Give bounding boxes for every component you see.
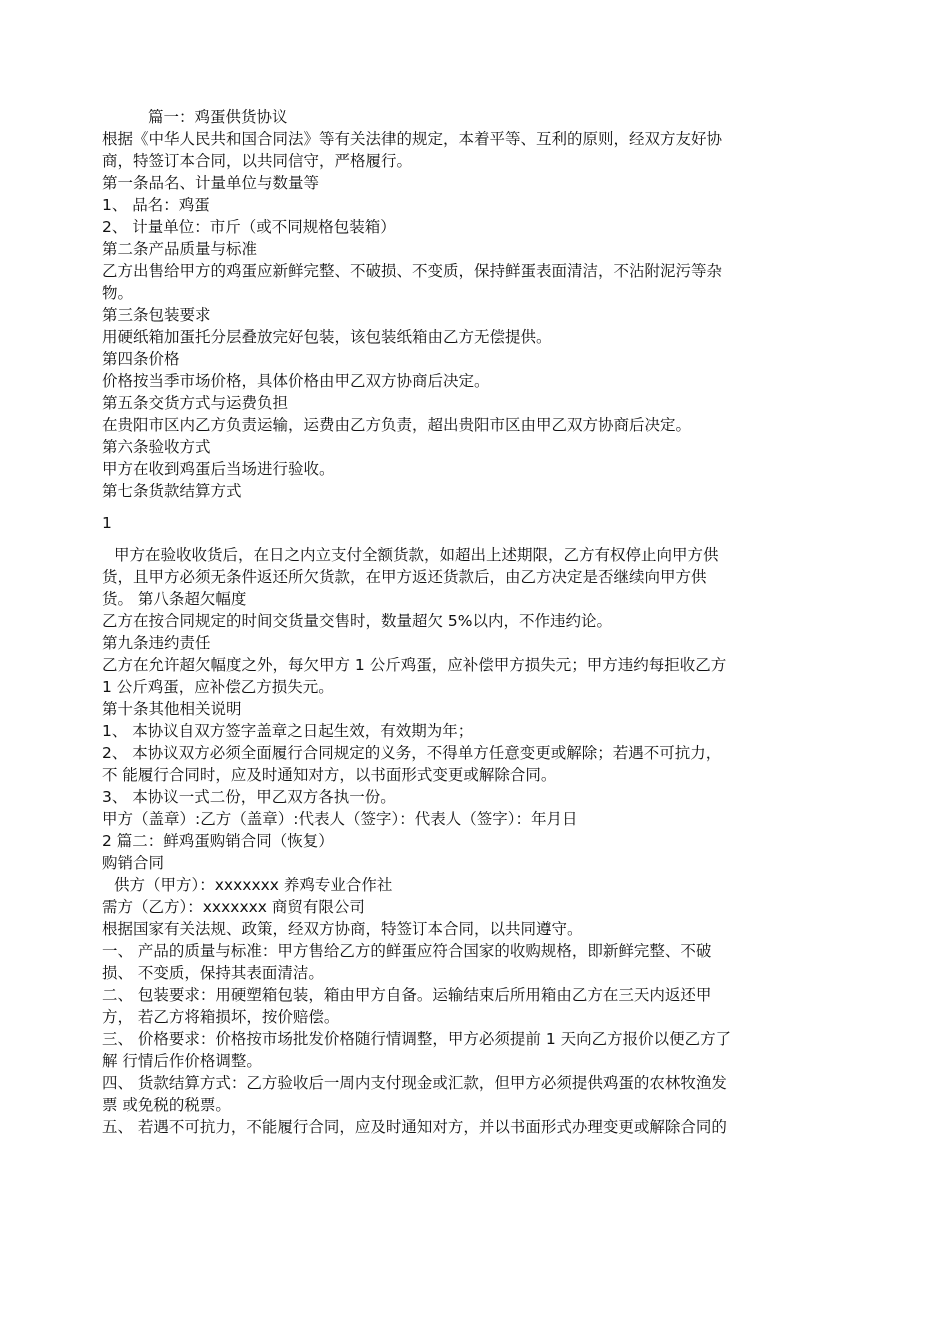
list-item: 票 或免税的税票。	[102, 1096, 231, 1114]
article-heading: 第五条交货方式与运费负担	[102, 394, 289, 412]
list-item: 1、 品名：鸡蛋	[102, 196, 210, 214]
list-item: 2、 本协议双方必须全面履行合同规定的义务，不得单方任意变更或解除；若遇不可抗力，	[102, 744, 722, 762]
list-item: 三、 价格要求：价格按市场批发价格随行情调整，甲方必须提前 1 天向乙方报价以便乙方了	[102, 1030, 732, 1048]
list-item: 3、 本协议一式二份，甲乙双方各执一份。	[102, 788, 396, 806]
paragraph-line: 货，且甲方必须无条件返还所欠货款，在甲方返还货款后，由乙方决定是否继续向甲方供	[102, 568, 707, 586]
spacer	[102, 502, 832, 512]
list-item: 1、 本协议自双方签字盖章之日起生效，有效期为年；	[102, 722, 474, 740]
list-item: 二、 包装要求：用硬塑箱包装，箱由甲方自备。运输结束后所用箱由乙方在三天内返还甲	[102, 986, 712, 1004]
paragraph-line: 根据国家有关法规、政策，经双方协商，特签订本合同，以共同遵守。	[102, 920, 583, 938]
paragraph-line: 甲方在收到鸡蛋后当场进行验收。	[102, 460, 335, 478]
paragraph-line: 价格按当季市场价格，具体价格由甲乙双方协商后决定。	[102, 372, 490, 390]
paragraph-line: 货。 第八条超欠幅度	[102, 590, 247, 608]
section-title-1: 篇一：鸡蛋供货协议	[148, 108, 288, 126]
list-item: 损、 不变质，保持其表面清洁。	[102, 964, 324, 982]
article-heading: 第三条包装要求	[102, 306, 211, 324]
document-page	[102, 106, 832, 1138]
page-number: 1	[102, 514, 112, 532]
paragraph-line: 乙方在按合同规定的时间交货量交售时，数量超欠 5%以内，不作违约论。	[102, 612, 613, 630]
list-item: 一、 产品的质量与标准：甲方售给乙方的鲜蛋应符合国家的收购规格，即新鲜完整、不破	[102, 942, 712, 960]
article-heading: 第十条其他相关说明	[102, 700, 242, 718]
paragraph-line: 在贵阳市区内乙方负责运输，运费由乙方负责，超出贵阳市区由甲乙双方协商后决定。	[102, 416, 692, 434]
article-heading: 第四条价格	[102, 350, 180, 368]
spacer	[102, 534, 832, 544]
paragraph-line: 乙方在允许超欠幅度之外，每欠甲方 1 公斤鸡蛋，应补偿甲方损失元；甲方违约每拒收乙方	[102, 656, 727, 674]
article-heading: 第九条违约责任	[102, 634, 211, 652]
article-heading: 第六条验收方式	[102, 438, 211, 456]
list-item: 2、 计量单位：市斤（或不同规格包装箱）	[102, 218, 396, 236]
article-heading: 第七条货款结算方式	[102, 482, 242, 500]
paragraph-line: 根据《中华人民共和国合同法》等有关法律的规定，本着平等、互利的原则，经双方友好协	[102, 130, 723, 148]
list-item: 方， 若乙方将箱损坏，按价赔偿。	[102, 1008, 340, 1026]
paragraph-line: 乙方出售给甲方的鸡蛋应新鲜完整、不破损、不变质，保持鲜蛋表面清洁，不沾附泥污等杂	[102, 262, 723, 280]
list-item: 解 行情后作价格调整。	[102, 1052, 262, 1070]
paragraph-line: 物。	[102, 284, 134, 302]
signature-line: 甲方（盖章）:乙方（盖章）:代表人（签字）：代表人（签字）：年月日	[102, 810, 578, 828]
paragraph-line: 商，特签订本合同，以共同信守，严格履行。	[102, 152, 413, 170]
paragraph-line: 甲方在验收收货后，在日之内立支付全额货款，如超出上述期限，乙方有权停止向甲方供	[114, 546, 719, 564]
party-buyer: 需方（乙方）：xxxxxxx 商贸有限公司	[102, 898, 365, 916]
list-item: 四、 货款结算方式：乙方验收后一周内支付现金或汇款，但甲方必须提供鸡蛋的农林牧渔发	[102, 1074, 727, 1092]
section-title-2: 2 篇二：鲜鸡蛋购销合同（恢复）	[102, 832, 334, 850]
article-heading: 第二条产品质量与标准	[102, 240, 258, 258]
article-heading: 第一条品名、计量单位与数量等	[102, 174, 320, 192]
paragraph-line: 1 公斤鸡蛋，应补偿乙方损失元。	[102, 678, 334, 696]
contract-title: 购销合同	[102, 854, 165, 872]
list-item: 五、 若遇不可抗力，不能履行合同，应及时通知对方，并以书面形式办理变更或解除合同的	[102, 1118, 727, 1136]
list-item: 不 能履行合同时，应及时通知对方，以书面形式变更或解除合同。	[102, 766, 557, 784]
party-supplier: 供方（甲方）：xxxxxxx 养鸡专业合作社	[114, 876, 393, 894]
paragraph-line: 用硬纸箱加蛋托分层叠放完好包装，该包装纸箱由乙方无偿提供。	[102, 328, 552, 346]
